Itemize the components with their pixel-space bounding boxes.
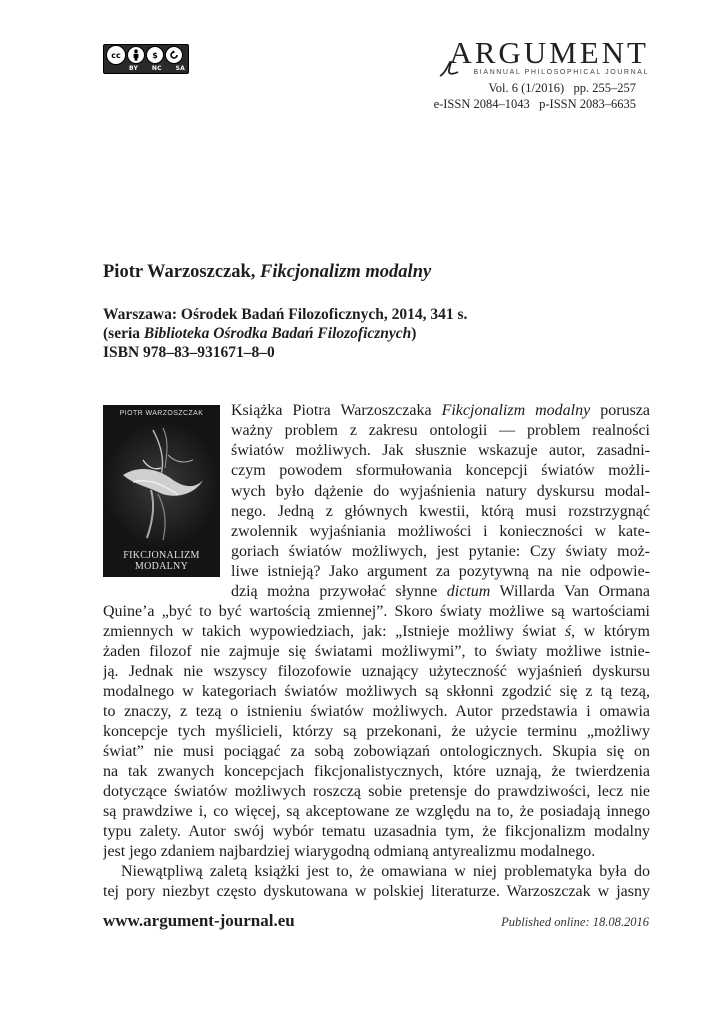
- body-line-18: świat” nie musi pociągać za sobą zobowiązań ontologicznych. Skupia się on: [103, 743, 650, 760]
- cover-art-illustration: [103, 420, 220, 548]
- cover-title-line-1: FIKCJONALIZM: [123, 550, 200, 561]
- body-line-22: typu zalety. Autor swój wybór tematu uzasadnia tym, że fikcjonalizm modalny: [103, 823, 650, 840]
- body-line-11: Quine’a „być to być wartością zmiennej”. Skoro światy możliwe są wartościami: [103, 603, 650, 620]
- body-line-24: Niewątpliwą zaletą książki jest to, że omawiana w niej problematyka była do: [121, 863, 650, 880]
- body-line-14: ją. Jednak nie wszyscy filozofowie uznający użyteczność wyjaśnień dyskursu: [103, 663, 650, 680]
- body-line-19: na tak zwanych koncepcjach fikcjonalistycznych, które uznają, że twierdzenia: [103, 763, 650, 780]
- body-line-20: dotyczące światów możliwych roszczą sobie pretensje do prawdziwości, lecz nie: [103, 783, 650, 800]
- body-line-5: wych było dążenie do wyjaśnienia natury dyskursu modal-: [231, 483, 650, 500]
- body-line-4: czym powodem sformułowania koncepcji światów możli-: [231, 462, 650, 479]
- cover-author: PIOTR WARZOSZCZAK: [119, 410, 204, 417]
- body-line-13: żaden filozof nie zajmuje się światami możliwymi”, to światy możliwe istnie-: [103, 643, 650, 660]
- body-line-1: Książka Piotra Warzoszczaka Fikcjonalizm modalny porusza: [231, 402, 650, 419]
- cc-license-badge[interactable]: [103, 44, 189, 74]
- cc-label-nc: NC: [151, 65, 162, 72]
- volume-pages: Vol. 6 (1/2016) pp. 255–257: [488, 81, 636, 95]
- journal-logo: ARGUMENT: [449, 35, 649, 70]
- body-line-21: są prawdziwe i, co więcej, są akceptowane ze względu na to, że posiadają innego: [103, 803, 650, 820]
- body-line-3: światów możliwych. Jak słusznie wskazuje autor, zasadni-: [231, 442, 650, 459]
- isbn-line: ISBN 978–83–931671–8–0: [103, 344, 275, 361]
- publisher-line: Warszawa: Ośrodek Badań Filozoficznych, 2014, 341 s.: [103, 306, 468, 323]
- body-line-17: koncepcje tych myślicieli, którzy są przekonani, że użycie terminu „możliwy: [103, 723, 650, 740]
- body-line-9: liwe istnieją? Jako argument za pozytywną na nie odpowie-: [231, 563, 650, 580]
- italic-dictum: dictum: [446, 583, 491, 600]
- body-line-15: modalnego w kategoriach światów możliwych są skłonni zgodzić się z tą tezą,: [103, 683, 650, 700]
- body-line-25: tej pory niezbyt często dyskutowana w polskiej literaturze. Warzoszczak w jasny: [103, 883, 650, 900]
- body-line-8: goriach światów możliwych, jest pytanie: Czy światy moż-: [231, 543, 650, 560]
- body-line-16: to znaczy, z tezą o istnieniu światów możliwych. Autor przedstawia i omawia: [103, 703, 650, 720]
- body-line-6: nego. Jedną z głównych kwestii, którą musi rozstrzygnąć: [231, 503, 650, 520]
- cover-title-line-2: MODALNY: [134, 561, 189, 572]
- series-line: [103, 325, 416, 343]
- body-line-7: zwolennik wyjaśniania możliwości i konieczności w kate-: [231, 523, 650, 540]
- cover-title: [103, 550, 220, 572]
- issn-info: e-ISSN 2084–1043 p-ISSN 2083–6635: [433, 97, 636, 111]
- share-alike-icon: [165, 46, 183, 64]
- body-line-10: dzią można przywołać słynne dictum Willarda Van Ormana: [231, 583, 650, 600]
- italic-book-title: Fikcjonalizm modalny: [441, 402, 591, 419]
- book-cover-image: [103, 405, 220, 577]
- journal-subtitle: BIANNUAL PHILOSOPHICAL JOURNAL: [473, 69, 649, 76]
- published-date: Published online: 18.08.2016: [501, 915, 649, 929]
- body-line-23: jest jego zdaniem najbardziej wiarygodną odmianą antyrealizmu modalnego.: [103, 843, 596, 860]
- cc-label-sa: SA: [175, 65, 185, 72]
- reviewed-author: Piotr Warzoszczak,: [103, 262, 261, 282]
- series-prefix: (seria: [103, 325, 144, 342]
- series-suffix: ): [411, 325, 417, 342]
- series-title: Biblioteka Ośrodka Badań Filozoficznych: [143, 325, 412, 342]
- body-line-2: ważny problem z zakresu ontologii — problem realności: [231, 422, 650, 439]
- by-person-icon: [127, 46, 145, 64]
- reviewed-book-title: Fikcjonalizm modalny: [260, 262, 432, 282]
- italic-variable: ś: [564, 623, 572, 640]
- cc-icon: cc: [106, 45, 126, 65]
- review-title: [103, 262, 431, 283]
- cc-label-by: BY: [129, 65, 138, 72]
- journal-website-link[interactable]: www.argument-journal.eu: [103, 911, 295, 930]
- body-line-12: zmiennych w takich wypowiedziach, jak: „Istnieje możliwy świat ś, w którym: [103, 623, 650, 640]
- non-commercial-icon: $: [146, 46, 164, 64]
